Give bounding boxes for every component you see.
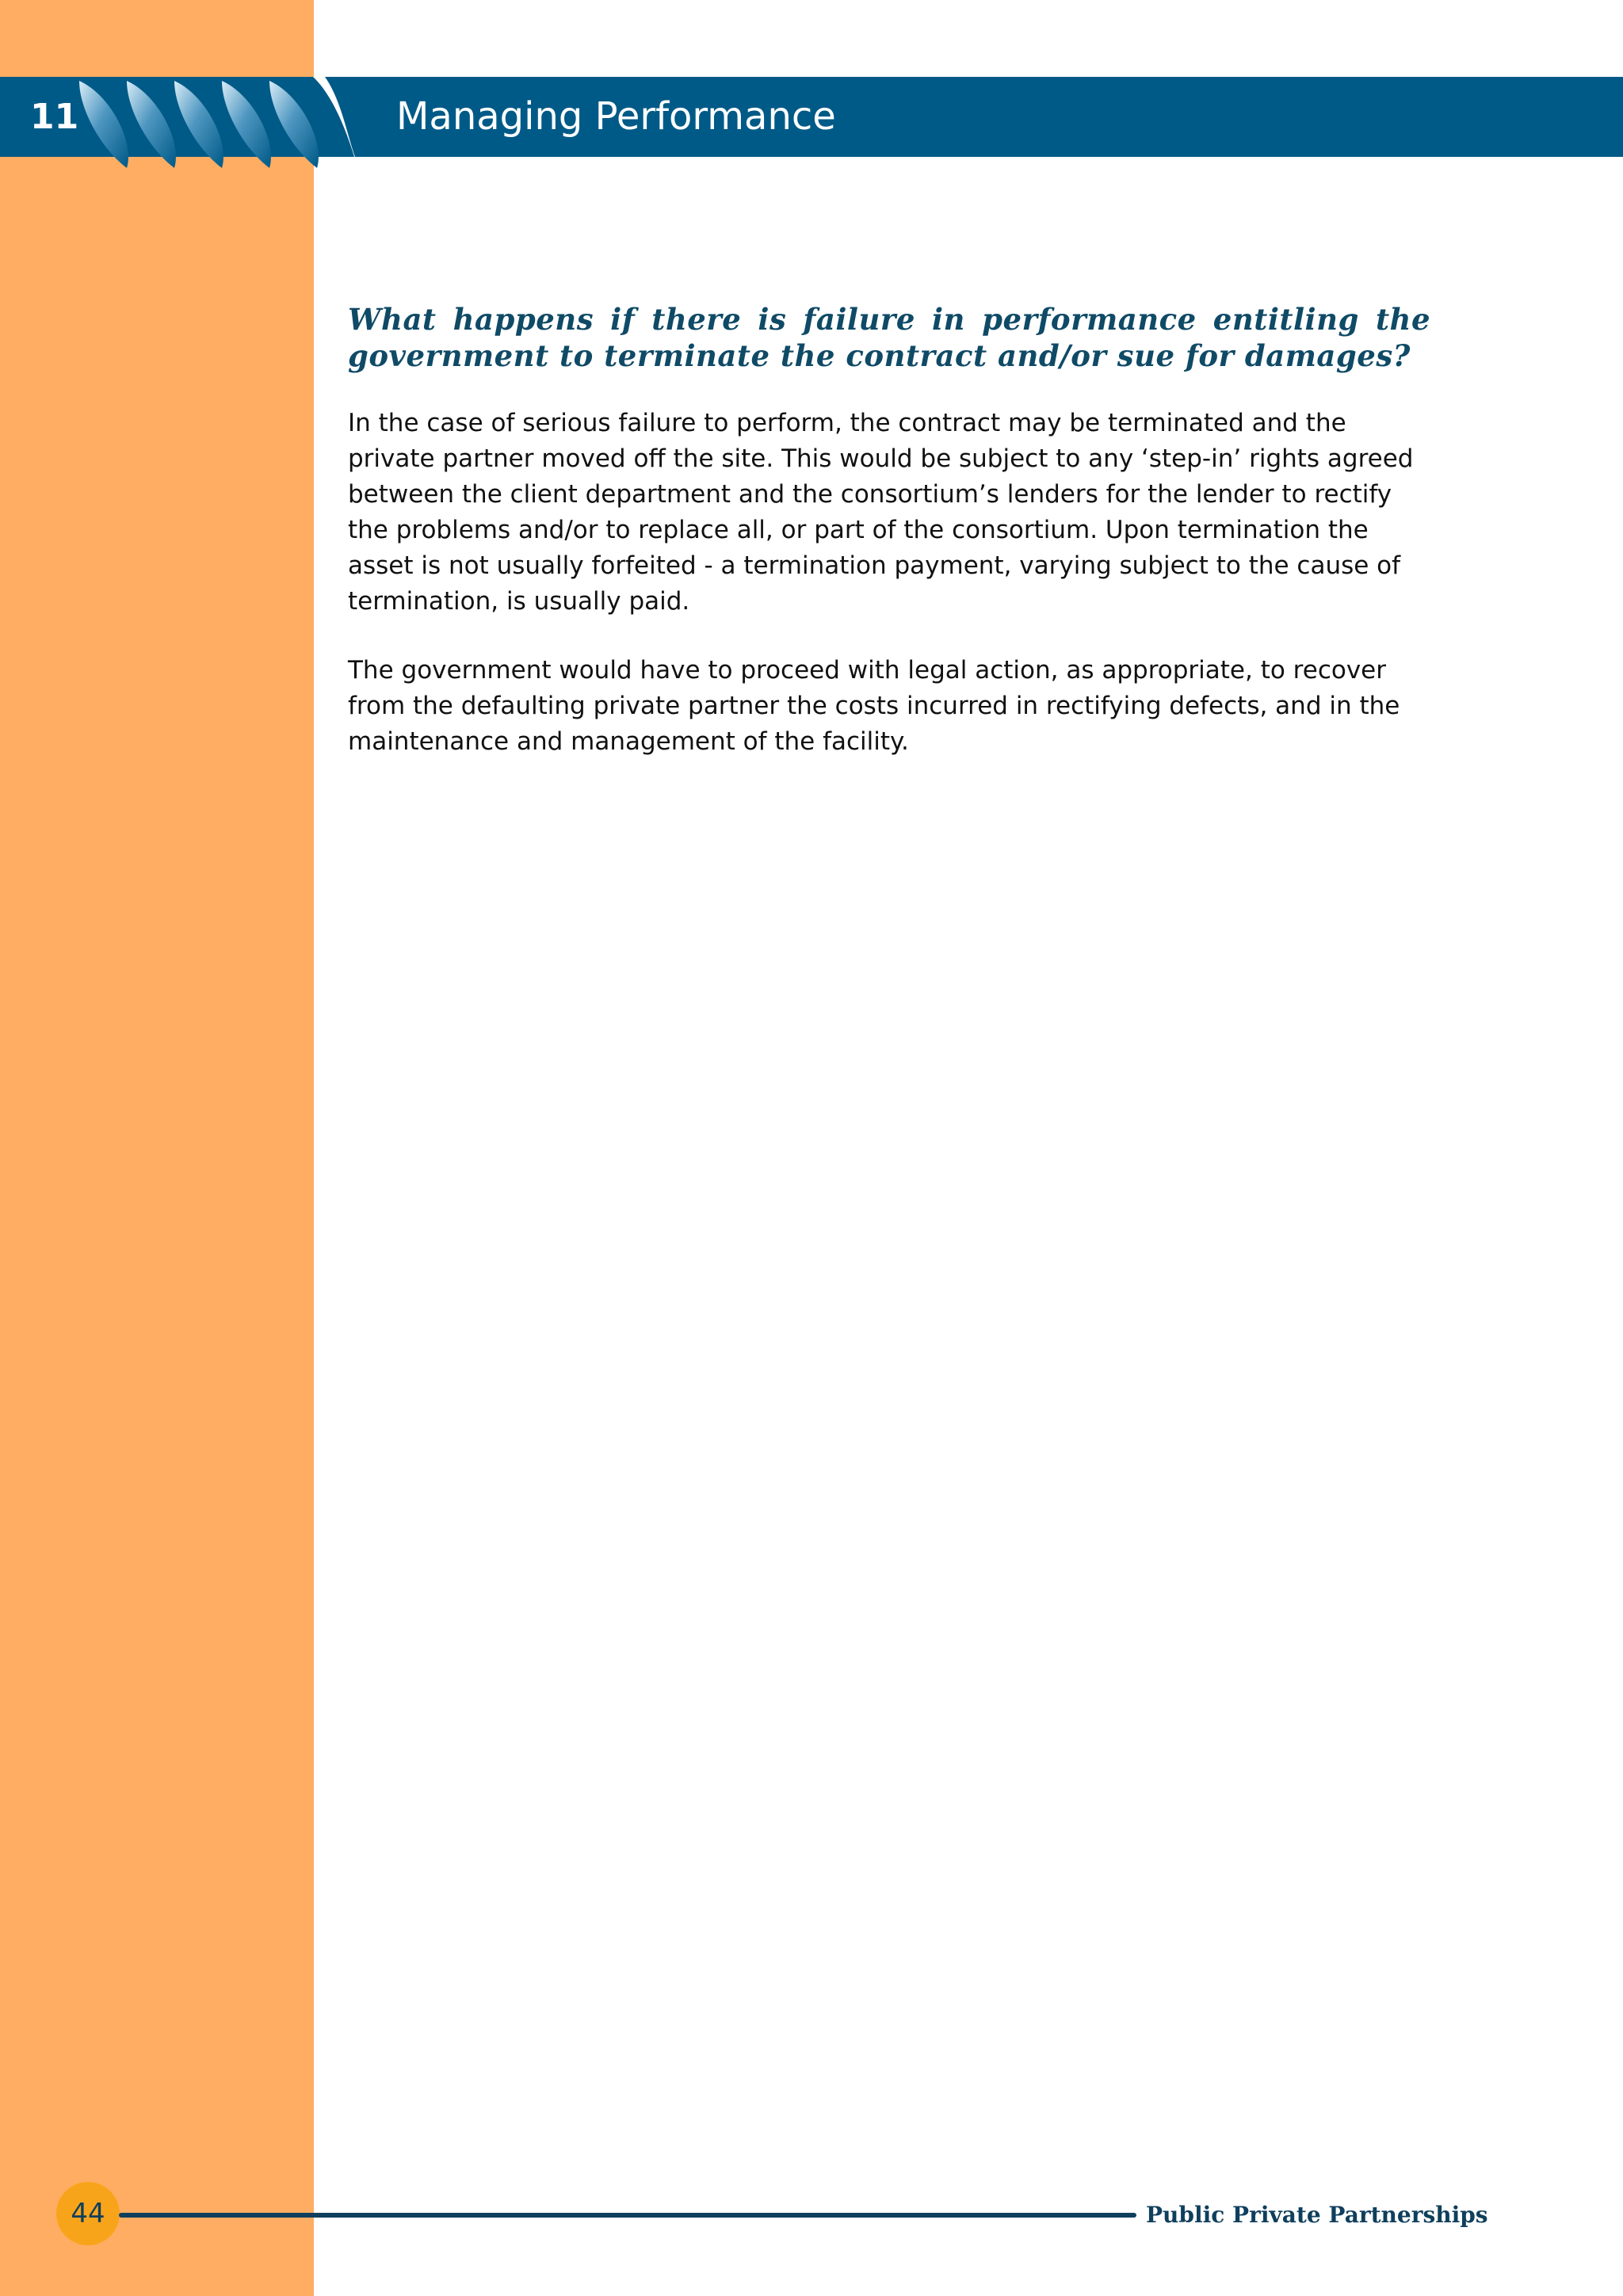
main-content [348, 301, 1430, 793]
footer-publication-title: Public Private Partnerships [1146, 2202, 1488, 2228]
left-sidebar-band [0, 0, 314, 2296]
page-number-badge: 44 [56, 2182, 120, 2245]
swoosh-blades [79, 81, 319, 168]
chapter-title: Managing Performance [396, 94, 836, 139]
footer-rule [119, 2213, 1136, 2218]
body-paragraph-2: The government would have to proceed with legal action, as appropriate, to recover from the defaulting private partner the costs incurred in rectifying defects, and in the maintenance and management of the facility. [348, 656, 1400, 756]
body-paragraph-1: In the case of serious failure to perform, the contract may be terminated and the private partner moved off the site. This would be subject to any ‘step-in’ rights agreed between the client department and the consortium’s lenders for the lender to rectify the problems and/or to replace all, or part of the consortium. Upon termination the asset is not usually forfeited - a termination payment, varying subject to the cause of termination, is usually paid. [348, 409, 1414, 616]
question-heading: What happens if there is failure in performance entitling the government to terminate the contract and/or sue for damages? [348, 302, 1430, 373]
chapter-number: 11 [30, 97, 79, 137]
